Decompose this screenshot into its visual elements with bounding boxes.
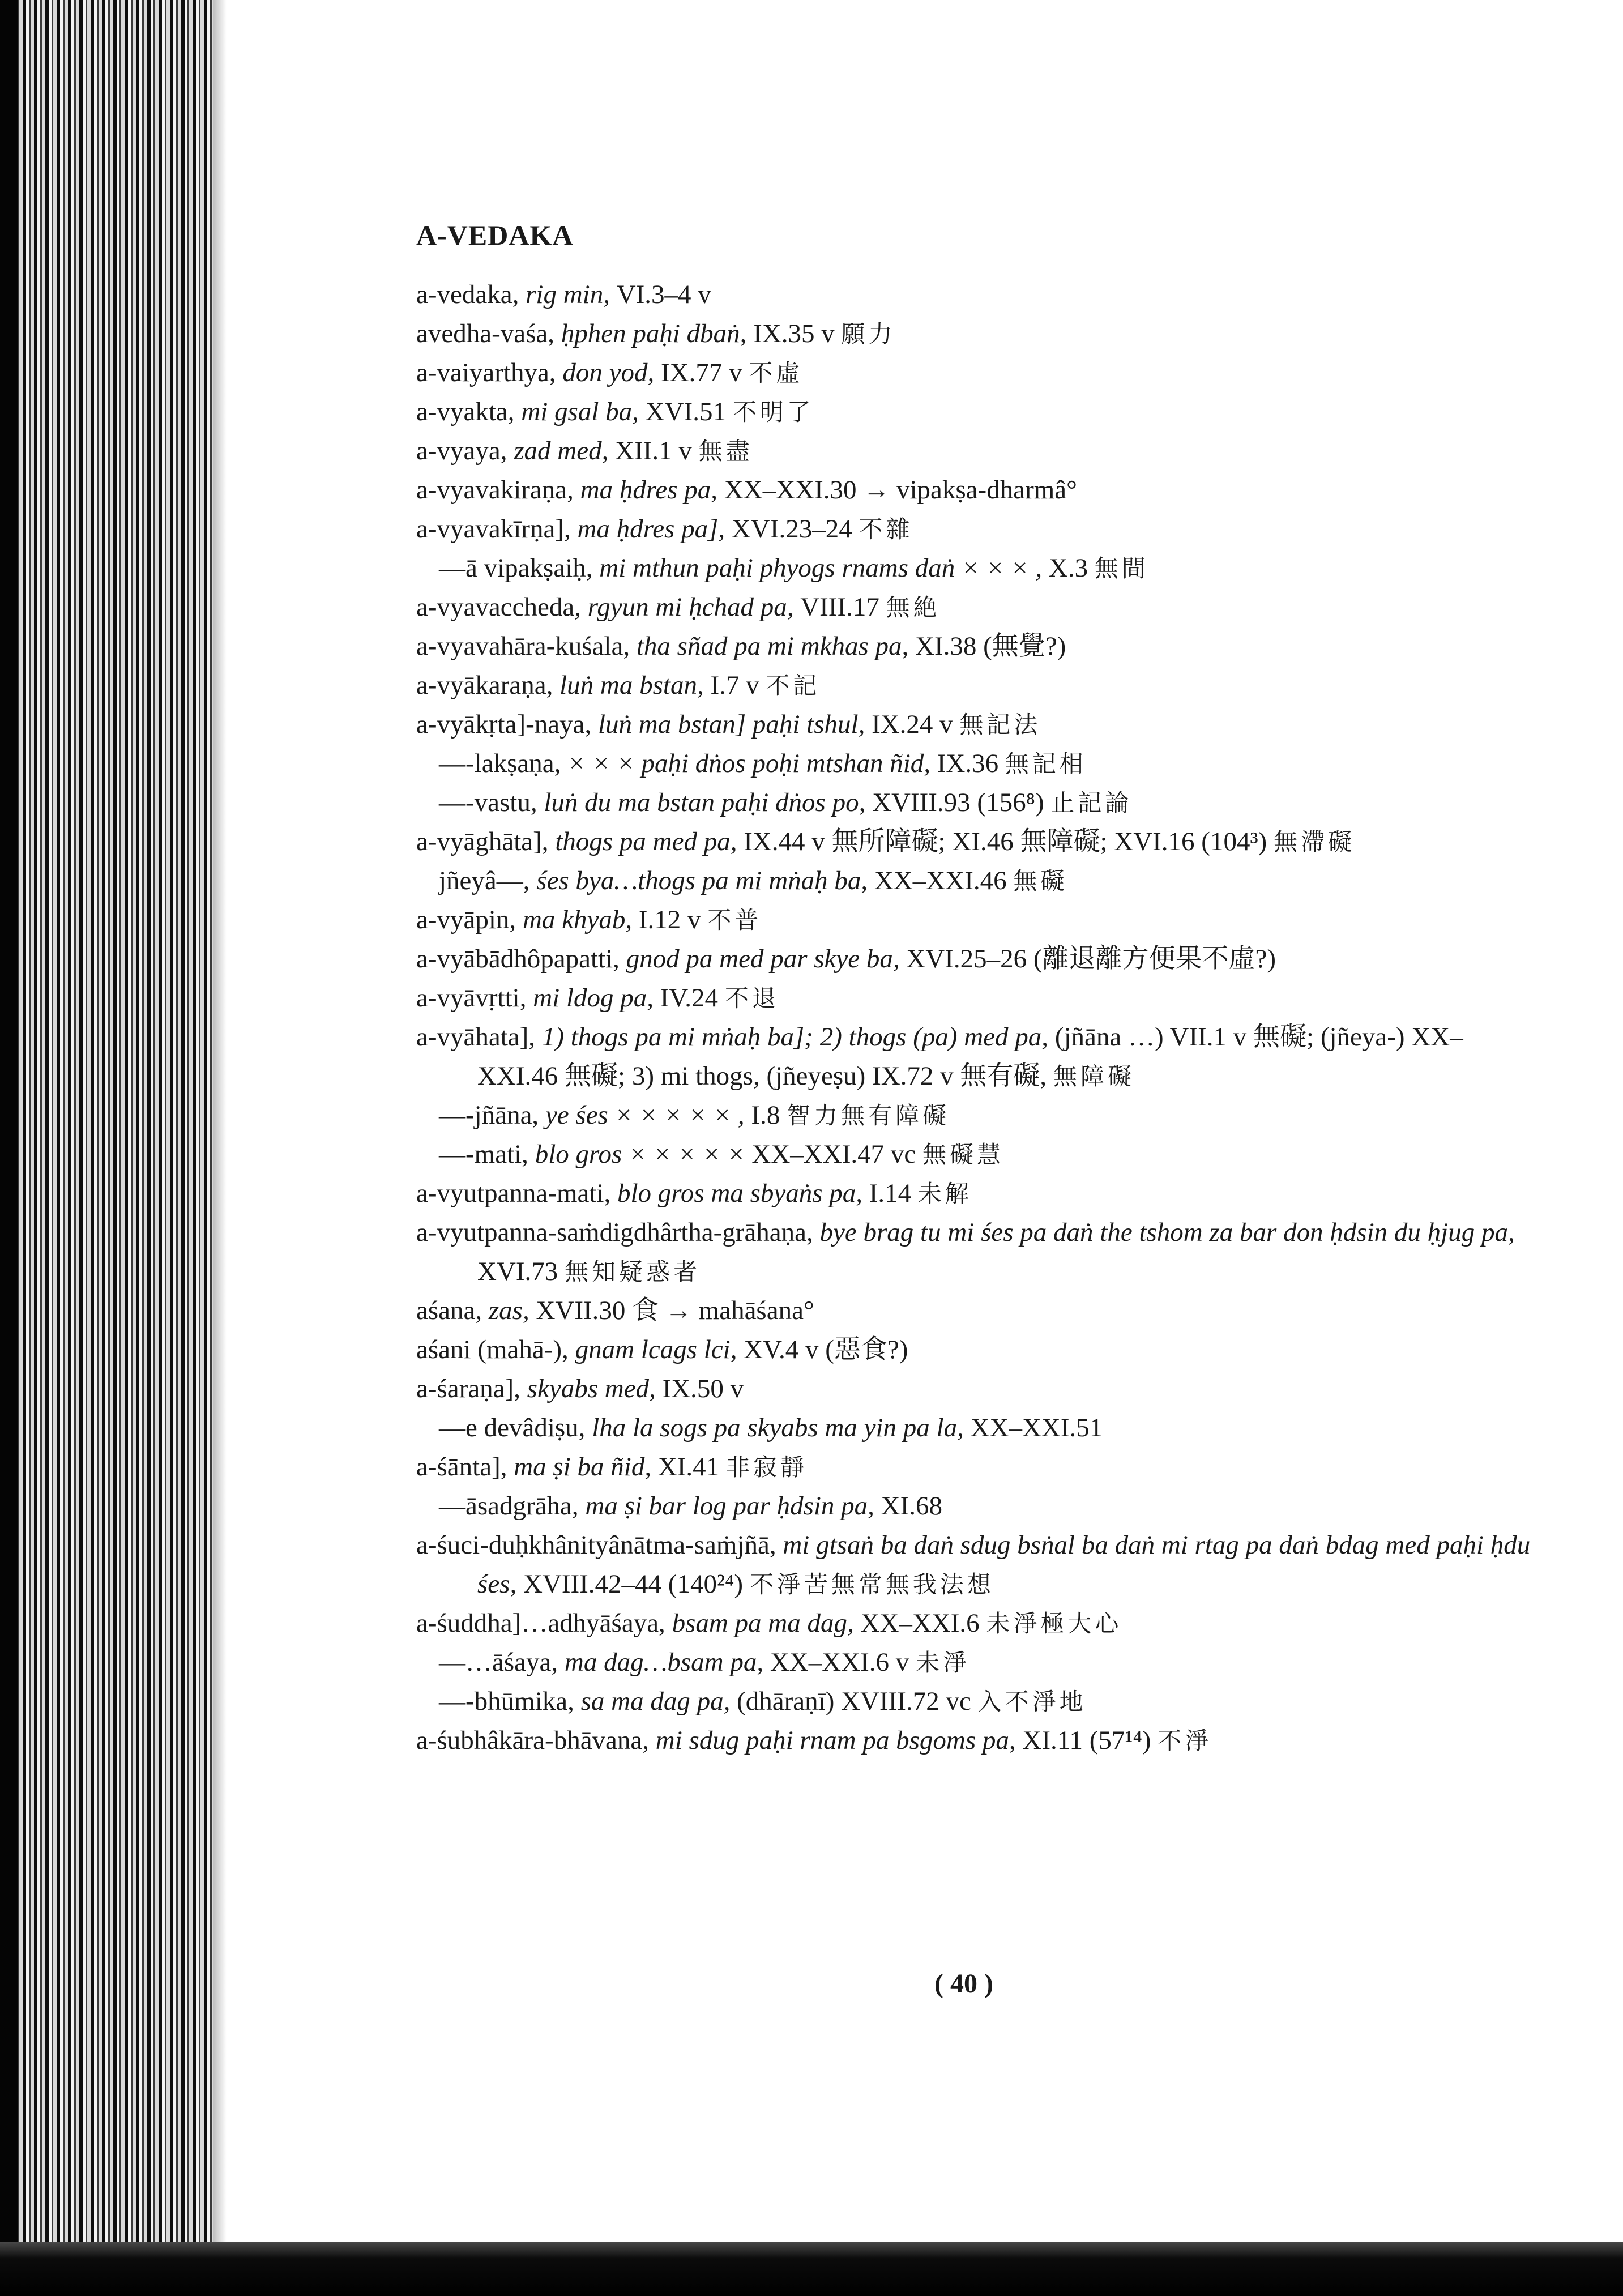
citation-reference: IX.44 v 無所障礙; XI.46 無障礙; XVI.16 (104³) [744, 827, 1274, 856]
tibetan-equivalent: bsam pa ma dag, [672, 1608, 861, 1638]
dictionary-entry [416, 1369, 1537, 1409]
chinese-equivalent: 不退 [724, 984, 779, 1012]
citation-reference: IX.36 [937, 749, 1005, 778]
sanskrit-term: a-vyakta, [416, 397, 522, 426]
chinese-equivalent: 止記論 [1050, 789, 1133, 817]
tibetan-equivalent: ma ḥdres pa, [580, 475, 724, 505]
dictionary-entry [416, 1330, 1537, 1369]
citation-reference: XVI.73 [477, 1257, 565, 1286]
chinese-equivalent: 無礙慧 [922, 1141, 1004, 1168]
chinese-equivalent: 入不淨地 [977, 1688, 1087, 1715]
sanskrit-term: —e devâdiṣu, [439, 1413, 592, 1443]
citation-reference: XV.4 v (惡食?) [744, 1335, 908, 1364]
tibetan-equivalent: ye śes × × × × × , [545, 1100, 751, 1130]
citation-reference: IX.24 v [872, 710, 960, 739]
tibetan-equivalent: 1) thogs pa mi mṅaḥ ba]; 2) thogs (pa) med pa, [541, 1022, 1055, 1052]
tibetan-equivalent: śes bya…thogs pa mi mṅaḥ ba, [536, 866, 874, 895]
tibetan-equivalent: sa ma dag pa, [580, 1687, 737, 1716]
sanskrit-term: a-vyākaraṇa, [416, 671, 560, 700]
tibetan-equivalent: blo gros ma sbyaṅs pa, [617, 1179, 869, 1208]
sanskrit-term: a-vyaya, [416, 436, 514, 466]
tibetan-equivalent: zas, [488, 1296, 536, 1325]
sanskrit-term: a-vyutpanna-mati, [416, 1179, 617, 1208]
dictionary-entry [416, 1213, 1537, 1291]
dictionary-entry [416, 744, 1537, 783]
chinese-equivalent: 無盡 [698, 437, 753, 465]
chinese-equivalent: 智力無有障礙 [787, 1102, 950, 1129]
chinese-equivalent: 非寂靜 [725, 1453, 808, 1481]
tibetan-equivalent: don yod, [562, 358, 661, 387]
sanskrit-term: —…āśaya, [439, 1648, 565, 1677]
sanskrit-term: —-bhūmika, [439, 1687, 581, 1716]
sanskrit-term: a-vyutpanna-saṁdigdhârtha-grāhaṇa, [416, 1218, 820, 1247]
dictionary-entry [416, 1682, 1537, 1721]
citation-reference: I.12 v [638, 905, 708, 934]
citation-reference: XX–XXI.46 [874, 866, 1014, 895]
dictionary-entry [416, 1526, 1537, 1604]
sanskrit-term: a-vyavakīrṇa], [416, 514, 578, 544]
dictionary-entry [416, 979, 1537, 1018]
citation-reference: IV.24 [660, 983, 725, 1013]
chinese-equivalent: 未淨 [916, 1649, 971, 1676]
chinese-equivalent: 無礙 [1013, 867, 1068, 895]
citation-reference: XX–XXI.6 v [770, 1648, 916, 1677]
sanskrit-term: —āsadgrāha, [439, 1491, 586, 1521]
tibetan-equivalent: skyabs med, [527, 1374, 663, 1403]
citation-reference: XI.38 (無覺?) [915, 631, 1066, 661]
dictionary-entry [416, 1487, 1537, 1526]
sanskrit-term: aśani (mahā-), [416, 1335, 575, 1364]
tibetan-equivalent: bye brag tu mi śes pa daṅ the tshom za bar don ḥdsin du ḥjug pa, [819, 1218, 1515, 1247]
chinese-equivalent: 無知疑惑者 [565, 1258, 701, 1286]
dictionary-page [416, 215, 1537, 1760]
dictionary-entry [416, 1096, 1537, 1135]
entry-list [416, 275, 1537, 1760]
chinese-equivalent: 不虛 [749, 359, 804, 387]
chinese-equivalent: 不明了 [732, 398, 814, 426]
tibetan-equivalent: × × × paḥi dṅos poḥi mtshan ñid, [567, 749, 937, 778]
tibetan-equivalent: mi gtsaṅ ba daṅ sdug bsṅal ba daṅ mi rtag pa daṅ bdag med paḥi ḥdu śes, [477, 1530, 1531, 1599]
citation-reference: I.14 [869, 1179, 918, 1208]
tibetan-equivalent: lha la sogs pa skyabs ma yin pa la, [592, 1413, 971, 1443]
citation-reference: X.3 [1048, 553, 1095, 583]
sanskrit-term: jñeyâ—, [439, 866, 537, 895]
citation-reference: XVI.23–24 [731, 514, 859, 544]
dictionary-entry [416, 822, 1537, 861]
dictionary-entry [416, 471, 1537, 510]
dictionary-entry [416, 783, 1537, 822]
sanskrit-term: —-jñāna, [439, 1100, 545, 1130]
sanskrit-term: —-vastu, [439, 788, 544, 817]
citation-reference: XVII.30 食 → mahāśana° [536, 1296, 814, 1325]
citation-reference: XVIII.93 (156⁸) [872, 788, 1051, 817]
sanskrit-term: a-vaiyarthya, [416, 358, 563, 387]
citation-reference: I.7 v [710, 671, 766, 700]
chinese-equivalent: 不雜 [859, 515, 913, 543]
tibetan-equivalent: mi sdug paḥi rnam pa bsgoms pa, [655, 1726, 1023, 1755]
tibetan-equivalent: gnod pa med par skye ba, [626, 944, 907, 974]
chinese-equivalent: 不淨 [1158, 1727, 1212, 1755]
citation-reference: VIII.17 [800, 592, 886, 622]
tibetan-equivalent: ma khyab, [522, 905, 639, 934]
tibetan-equivalent: luṅ ma bstan] paḥi tshul, [597, 710, 872, 739]
tibetan-equivalent: thogs pa med pa, [555, 827, 744, 856]
dictionary-entry [416, 1448, 1537, 1487]
citation-reference: XI.11 (57¹⁴) [1022, 1726, 1158, 1755]
sanskrit-term: a-vyākṛta]-naya, [416, 710, 598, 739]
dictionary-entry [416, 627, 1537, 666]
tibetan-equivalent: luṅ du ma bstan paḥi dṅos po, [544, 788, 873, 817]
tibetan-equivalent: luṅ ma bstan, [559, 671, 711, 700]
citation-reference: XVI.25–26 (離退離方便果不虛?) [906, 944, 1276, 974]
scan-bottom-shadow [0, 2242, 1623, 2296]
sanskrit-term: —-lakṣaṇa, [439, 749, 568, 778]
dictionary-entry [416, 588, 1537, 627]
sanskrit-term: a-vyavahāra-kuśala, [416, 631, 637, 661]
citation-reference: XX–XXI.47 vc [751, 1140, 922, 1169]
citation-reference: XVIII.42–44 (140²⁴) [523, 1569, 750, 1599]
tibetan-equivalent: blo gros × × × × × [535, 1140, 752, 1169]
tibetan-equivalent: mi ldog pa, [533, 983, 660, 1013]
sanskrit-term: aśana, [416, 1296, 489, 1325]
citation-reference: I.8 [751, 1100, 787, 1130]
citation-reference: XVI.51 [645, 397, 733, 426]
tibetan-equivalent: zad med, [514, 436, 616, 466]
sanskrit-term: a-vyavaccheda, [416, 592, 588, 622]
tibetan-equivalent: ma ṣi ba ñid, [514, 1452, 658, 1482]
citation-reference: XII.1 v [615, 436, 699, 466]
chinese-equivalent: 無記相 [1005, 750, 1087, 778]
tibetan-equivalent: ḥphen paḥi dbaṅ, [561, 319, 754, 348]
book-binding-edge [0, 0, 227, 2296]
dictionary-entry [416, 432, 1537, 471]
tibetan-equivalent: mi gsal ba, [521, 397, 646, 426]
citation-reference: XX–XXI.51 [970, 1413, 1103, 1443]
chinese-equivalent: 無間 [1094, 554, 1149, 582]
tibetan-equivalent: gnam lcags lci, [575, 1335, 744, 1364]
dictionary-entry [416, 549, 1537, 588]
chinese-equivalent: 不普 [707, 906, 762, 934]
citation-reference: IX.35 v [753, 319, 842, 348]
tibetan-equivalent: tha sñad pa mi mkhas pa, [636, 631, 916, 661]
tibetan-equivalent: ma ḥdres pa], [577, 514, 732, 544]
sanskrit-term: a-śuddha]…adhyāśaya, [416, 1608, 672, 1638]
dictionary-entry [416, 275, 1537, 314]
sanskrit-term: a-vedaka, [416, 280, 526, 309]
dictionary-entry [416, 1604, 1537, 1643]
chinese-equivalent: 願力 [841, 320, 896, 348]
tibetan-equivalent: mi mthun paḥi phyogs rnams daṅ × × × , [599, 553, 1049, 583]
citation-reference: IX.50 v [662, 1374, 744, 1403]
citation-reference: XX–XXI.6 [860, 1608, 986, 1638]
chinese-equivalent: 不記 [766, 672, 821, 699]
sanskrit-term: a-vyāghāta], [416, 827, 556, 856]
dictionary-entry [416, 1409, 1537, 1448]
chinese-equivalent: 無滯礙 [1273, 828, 1355, 856]
sanskrit-term: a-vyāpin, [416, 905, 523, 934]
sanskrit-term: a-śuci-duḥkhânityânātma-saṁjñā, [416, 1530, 783, 1560]
dictionary-entry [416, 861, 1537, 901]
chinese-equivalent: 不淨苦無常無我法想 [749, 1571, 994, 1598]
citation-reference: (jñāna …) VII.1 v 無礙; (jñeya-) XX–XXI.46 無礙; 3) mi thogs, (jñeyeṣu) IX.72 v 無有礙, [477, 1022, 1463, 1091]
dictionary-entry [416, 314, 1537, 353]
chinese-equivalent: 未解 [917, 1180, 972, 1207]
dictionary-entry [416, 392, 1537, 432]
sanskrit-term: —-mati, [439, 1140, 535, 1169]
sanskrit-term: a-vyavakiraṇa, [416, 475, 580, 505]
sanskrit-term: a-śubhâkāra-bhāvana, [416, 1726, 656, 1755]
page-header: A-VEDAKA [416, 219, 574, 251]
sanskrit-term: avedha-vaśa, [416, 319, 561, 348]
dictionary-entry [416, 901, 1537, 940]
dictionary-entry [416, 940, 1537, 979]
citation-reference: (dhāraṇī) XVIII.72 vc [737, 1687, 978, 1716]
citation-reference: XI.68 [881, 1491, 943, 1521]
citation-reference: VI.3–4 v [616, 280, 711, 309]
dictionary-entry [416, 1174, 1537, 1213]
dictionary-entry [416, 705, 1537, 744]
citation-reference: IX.77 v [661, 358, 749, 387]
dictionary-entry [416, 666, 1537, 705]
dictionary-entry [416, 1721, 1537, 1760]
sanskrit-term: —ā vipakṣaiḥ, [439, 553, 600, 583]
citation-reference: XX–XXI.30 → vipakṣa-dharmâ° [724, 475, 1077, 505]
sanskrit-term: a-vyāhata], [416, 1022, 542, 1052]
dictionary-entry [416, 1135, 1537, 1174]
sanskrit-term: a-śānta], [416, 1452, 514, 1482]
sanskrit-term: a-vyābādhôpapatti, [416, 944, 626, 974]
dictionary-entry [416, 1643, 1537, 1682]
dictionary-entry [416, 510, 1537, 549]
page-number: ( 40 ) [934, 1969, 993, 1999]
tibetan-equivalent: ma dag…bsam pa, [564, 1648, 770, 1677]
sanskrit-term: a-vyāvṛtti, [416, 983, 533, 1013]
dictionary-entry [416, 1018, 1537, 1096]
tibetan-equivalent: rgyun mi ḥchad pa, [587, 592, 801, 622]
chinese-equivalent: 無絶 [886, 594, 941, 621]
citation-reference: XI.41 [657, 1452, 726, 1482]
chinese-equivalent: 無障礙 [1053, 1062, 1135, 1090]
chinese-equivalent: 未淨極大心 [986, 1610, 1122, 1637]
tibetan-equivalent: rig min, [526, 280, 617, 309]
dictionary-entry [416, 353, 1537, 392]
sanskrit-term: a-śaraṇa], [416, 1374, 527, 1403]
tibetan-equivalent: ma ṣi bar log par ḥdsin pa, [585, 1491, 881, 1521]
chinese-equivalent: 無記法 [959, 711, 1041, 739]
dictionary-entry [416, 1291, 1537, 1330]
